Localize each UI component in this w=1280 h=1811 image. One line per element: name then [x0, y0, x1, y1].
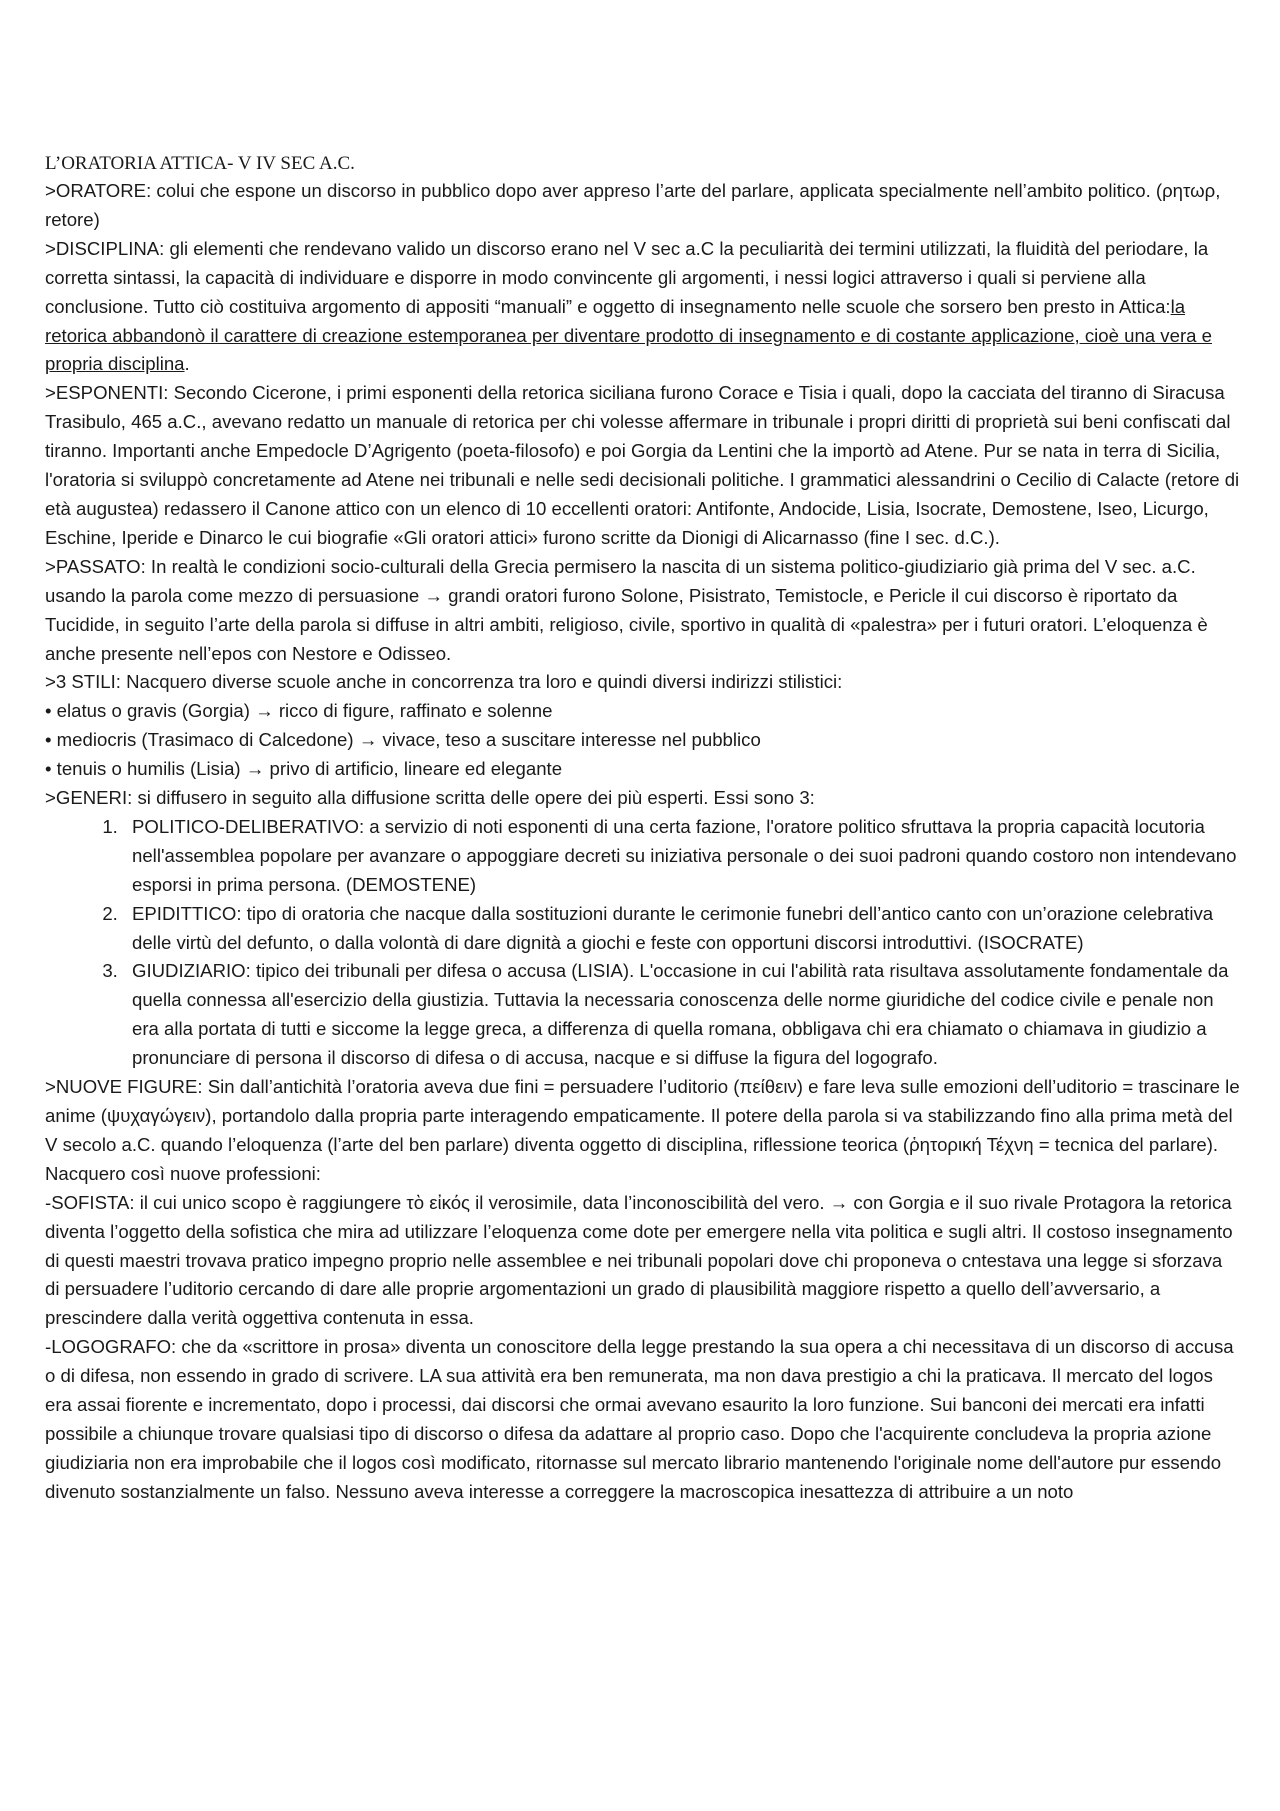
disciplina-text: >DISCIPLINA: gli elementi che rendevano valido un discorso erano nel V sec a.C la peculiarità dei termini utilizzati, la fluidità del periodare, la corretta sintassi, la capacità di individuare e disporre in modo convincente gli argomenti, i nessi logici attraverso i quali si perviene alla conclusione. Tutto ciò costituiva argomento di appositi “manuali” e oggetto di insegnamento nelle scuole che sorsero ben presto in Attica:	[45, 237, 1209, 317]
document-title: L’ORATORIA ATTICA- V IV SEC A.C.	[45, 153, 355, 174]
paragraph-logografo: -LOGOGRAFO: che da «scrittore in prosa» diventa un conoscitore della legge prestando la sua opera a chi necessitava di un discorso di accusa o di difesa, non essendo in grado di scrivere. LA sua attività era ben remunerata, ma non dava prestigio a chi la praticava. Il mercato del logos era assai fiorente e incrementato, dopo i processi, dai discorsi che ormai avevano esaurito la loro funzione. Sui banconi dei mercati era infatti possibile a chiunque trovare qualsiasi tipo di discorso o difesa da adattare al proprio caso. Dopo che l'acquirente concludeva la propria azione giudiziaria non era improbabile che il logos così modificato, ritornasse sul mercato librario mantenendo l'originale nome dell'autore pur essendo divenuto sostanzialmente un falso. Nessuno aveva interesse a correggere la macroscopica inesattezza di attribuire a un noto	[45, 1336, 1234, 1502]
paragraph-esponenti: >ESPONENTI: Secondo Cicerone, i primi esponenti della retorica siciliana furono Corace e Tisia i quali, dopo la cacciata del tiranno di Siracusa Trasibulo, 465 a.C., avevano redatto un manuale di retorica per chi volesse affermare in tribunale i propri diritti di proprietà sui beni confiscati dal tiranno. Importanti anche Empedocle D’Agrigento (poeta-filosofo) e poi Gorgia da Lentini che la importò ad Atene. Pur se nata in terra di Sicilia, l'oratoria si sviluppò concretamente ad Atene nei tribunali e nelle sedi decisionali politiche. I grammatici alessandrini o Cecilio di Calacte (retore di età augustea) redassero il Canone attico con un elenco di 10 eccellenti oratori: Antifonte, Andocide, Lisia, Isocrate, Demostene, Iseo, Licurgo, Eschine, Iperide e Dinarco le cui biografie «Gli oratori attici» furono scritte da Dionigi di Alicarnasso (fine I sec. d.C.).	[45, 382, 1240, 548]
document-page	[45, 150, 1240, 1507]
genre-item: 3. GIUDIZIARIO: tipico dei tribunali per difesa o accusa (LISIA). L'occasione in cui l'abilità rata risultava assolutamente fondamentale da quella connessa all'esercizio della giustizia. Tuttavia la necessaria conoscenza delle norme giuridiche del codice civile e penale non era alla portata di tutti e siccome la legge greca, a differenza di quella romana, obbligava chi era chiamato o chiamava in giudizio a pronunciare di persona il discorso di difesa o di accusa, nacque e si diffuse la figura del logografo.	[123, 957, 1240, 1073]
disciplina-end: .	[184, 353, 190, 375]
paragraph-sofista: -SOFISTA: il cui unico scopo è raggiungere τὸ εἰκός il verosimile, data l’inconoscibilità del vero. → con Gorgia e il suo rivale Protagora la retorica diventa l’oggetto della sofistica che mira ad utilizzare l’eloquenza come dote per emergere nella vita politica e sugli altri. Il costoso insegnamento di questi maestri trovava pratico impegno proprio nelle assemblee e nei tribunali popolari dove chi proponeva o cntestava una legge si sforzava di persuadere l’uditorio cercando di dare alle proprie argomentazioni un grado di plausibilità maggiore rispetto a quello dell’avversario, a prescindere dalla verità oggettiva contenuta in essa.	[45, 1191, 1233, 1329]
paragraph-passato: >PASSATO: In realtà le condizioni socio-culturali della Grecia permisero la nascita di un sistema politico-giudiziario già prima del V sec. a.C. usando la parola come mezzo di persuasione → grandi oratori furono Solone, Pisistrato, Temistocle, e Pericle il cui discorso è riportato da Tucidide, in seguito l’arte della parola si diffuse in altri ambiti, religioso, civile, sportivo in qualità di «palestra» per i futuri oratori. L’eloquenza è anche presente nell’epos con Nestore e Odisseo.	[45, 555, 1208, 664]
genre-item: 2. EPIDITTICO: tipo di oratoria che nacque dalla sostituzioni durante le cerimonie funebri dell’antico canto con un’orazione celebrativa delle virtù del defunto, o dalla volontà di dare dignità a giochi e feste con opportuni discorsi introduttivi. (ISOCRATE)	[123, 900, 1240, 958]
genres-list	[45, 813, 1240, 1073]
stile-item: • tenuis o humilis (Lisia) → privo di artificio, lineare ed elegante	[45, 758, 563, 780]
paragraph-disciplina	[45, 235, 1240, 380]
paragraph-generi-intro: >GENERI: si diffusero in seguito alla diffusione scritta delle opere dei più esperti. Essi sono 3:	[45, 787, 815, 809]
paragraph-oratore: >ORATORE: colui che espone un discorso in pubblico dopo aver appreso l’arte del parlare, applicata specialmente nell’ambito politico. (ρητωρ, retore)	[45, 180, 1221, 230]
stile-item: • mediocris (Trasimaco di Calcedone) → vivace, teso a suscitare interesse nel pubblico	[45, 729, 761, 751]
paragraph-nuove-figure: >NUOVE FIGURE: Sin dall’antichità l’oratoria aveva due fini = persuadere l’uditorio (πείθειν) e fare leva sulle emozioni dell’uditorio = trascinare le anime (ψυχαγώγειν), portandolo dalla propria parte interagendo empaticamente. Il potere della parola si va stabilizzando fino alla prima metà del V secolo a.C. quando l’eloquenza (l’arte del ben parlare) diventa oggetto di disciplina, riflessione teorica (ῥητορική Τέχνη = tecnica del parlare). Nacquero così nuove professioni:	[45, 1076, 1240, 1184]
genre-item: 1. POLITICO-DELIBERATIVO: a servizio di noti esponenti di una certa fazione, l'oratore politico sfruttava la propria capacità locutoria nell'assemblea popolare per avanzare o appoggiare decreti su iniziativa personale o dei suoi padroni quando costoro non intendevano esporsi in prima persona. (DEMOSTENE)	[123, 813, 1240, 900]
paragraph-stili-intro: >3 STILI: Nacquero diverse scuole anche in concorrenza tra loro e quindi diversi indirizzi stilistici:	[45, 671, 843, 693]
disciplina-underlined-text: la retorica abbandonò il carattere di creazione estemporanea per diventare prodotto di insegnamento e di costante applicazione, cioè una vera e propria disciplina	[45, 295, 1212, 375]
stile-item: • elatus o gravis (Gorgia) → ricco di figure, raffinato e solenne	[45, 700, 553, 722]
